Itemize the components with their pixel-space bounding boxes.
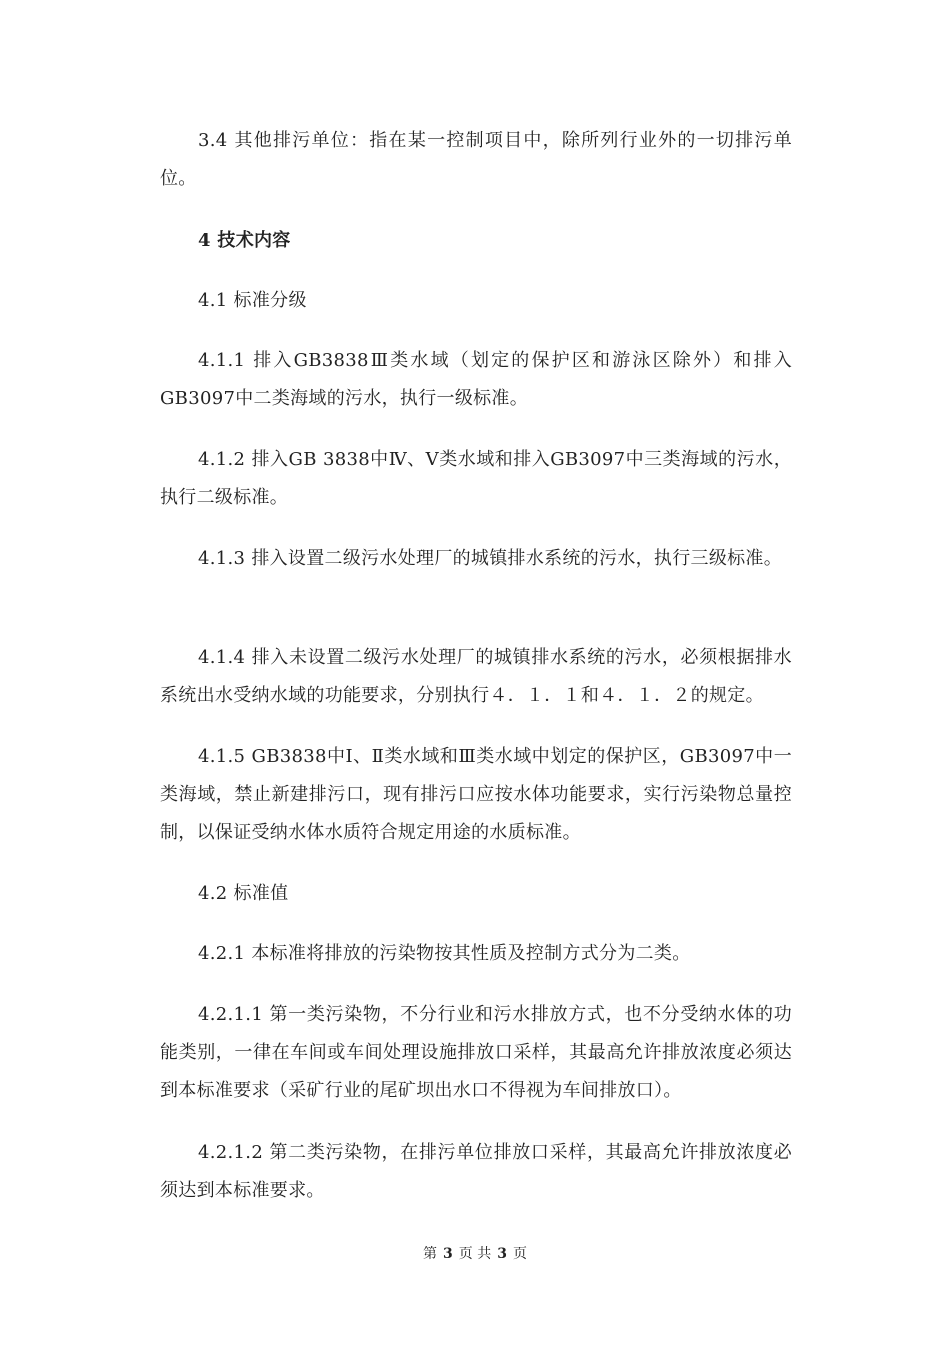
paragraph-4-1: 4.1 标准分级 <box>198 290 307 311</box>
paragraph-4-2-1-2: 4.2.1.2 第二类污染物，在排污单位排放口采样，其最高允许排放浓度必须达到本标准要求。 <box>160 1142 792 1201</box>
paragraph-4-2-1-1: 4.2.1.1 第一类污染物，不分行业和污水排放方式，也不分受纳水体的功能类别，一律在车间或车间处理设施排放口采样，其最高允许排放浓度必须达到本标准要求（采矿行业的尾矿坝出水口不得视为车间排放口）。 <box>160 1004 792 1101</box>
paragraph-4-1-4: 4.1.4 排入未设置二级污水处理厂的城镇排水系统的污水，必须根据排水系统出水受纳水域的功能要求，分别执行４．１．１和４．１．２的规定。 <box>160 647 792 706</box>
page-footer <box>0 1244 950 1264</box>
paragraph-3-4: 3.4 其他排污单位：指在某一控制项目中，除所列行业外的一切排污单位。 <box>160 130 792 189</box>
paragraph-4-1-2: 4.1.2 排入GB 3838中Ⅳ、Ⅴ类水域和排入GB3097中三类海域的污水，执行二级标准。 <box>160 449 792 508</box>
footer-suffix: 页 <box>512 1246 527 1262</box>
paragraph-4-1-3: 4.1.3 排入设置二级污水处理厂的城镇排水系统的污水，执行三级标准。 <box>198 548 783 569</box>
section-heading-4: 4 技术内容 <box>198 230 291 251</box>
footer-total-pages: 3 <box>497 1246 507 1262</box>
footer-prefix: 第 <box>423 1246 438 1262</box>
paragraph-4-1-1: 4.1.1 排入GB3838Ⅲ类水域（划定的保护区和游泳区除外）和排入GB3097中二类海域的污水，执行一级标准。 <box>160 350 792 409</box>
paragraph-4-2-1: 4.2.1 本标准将排放的污染物按其性质及控制方式分为二类。 <box>198 943 691 964</box>
footer-middle: 页 共 <box>458 1246 492 1262</box>
paragraph-4-1-5: 4.1.5 GB3838中Ⅰ、Ⅱ类水域和Ⅲ类水域中划定的保护区，GB3097中一类海域，禁止新建排污口，现有排污口应按水体功能要求，实行污染物总量控制，以保证受纳水体水质符合规定用途的水质标准。 <box>160 746 792 843</box>
paragraph-4-2: 4.2 标准值 <box>198 883 289 904</box>
footer-page-number: 3 <box>443 1246 453 1262</box>
